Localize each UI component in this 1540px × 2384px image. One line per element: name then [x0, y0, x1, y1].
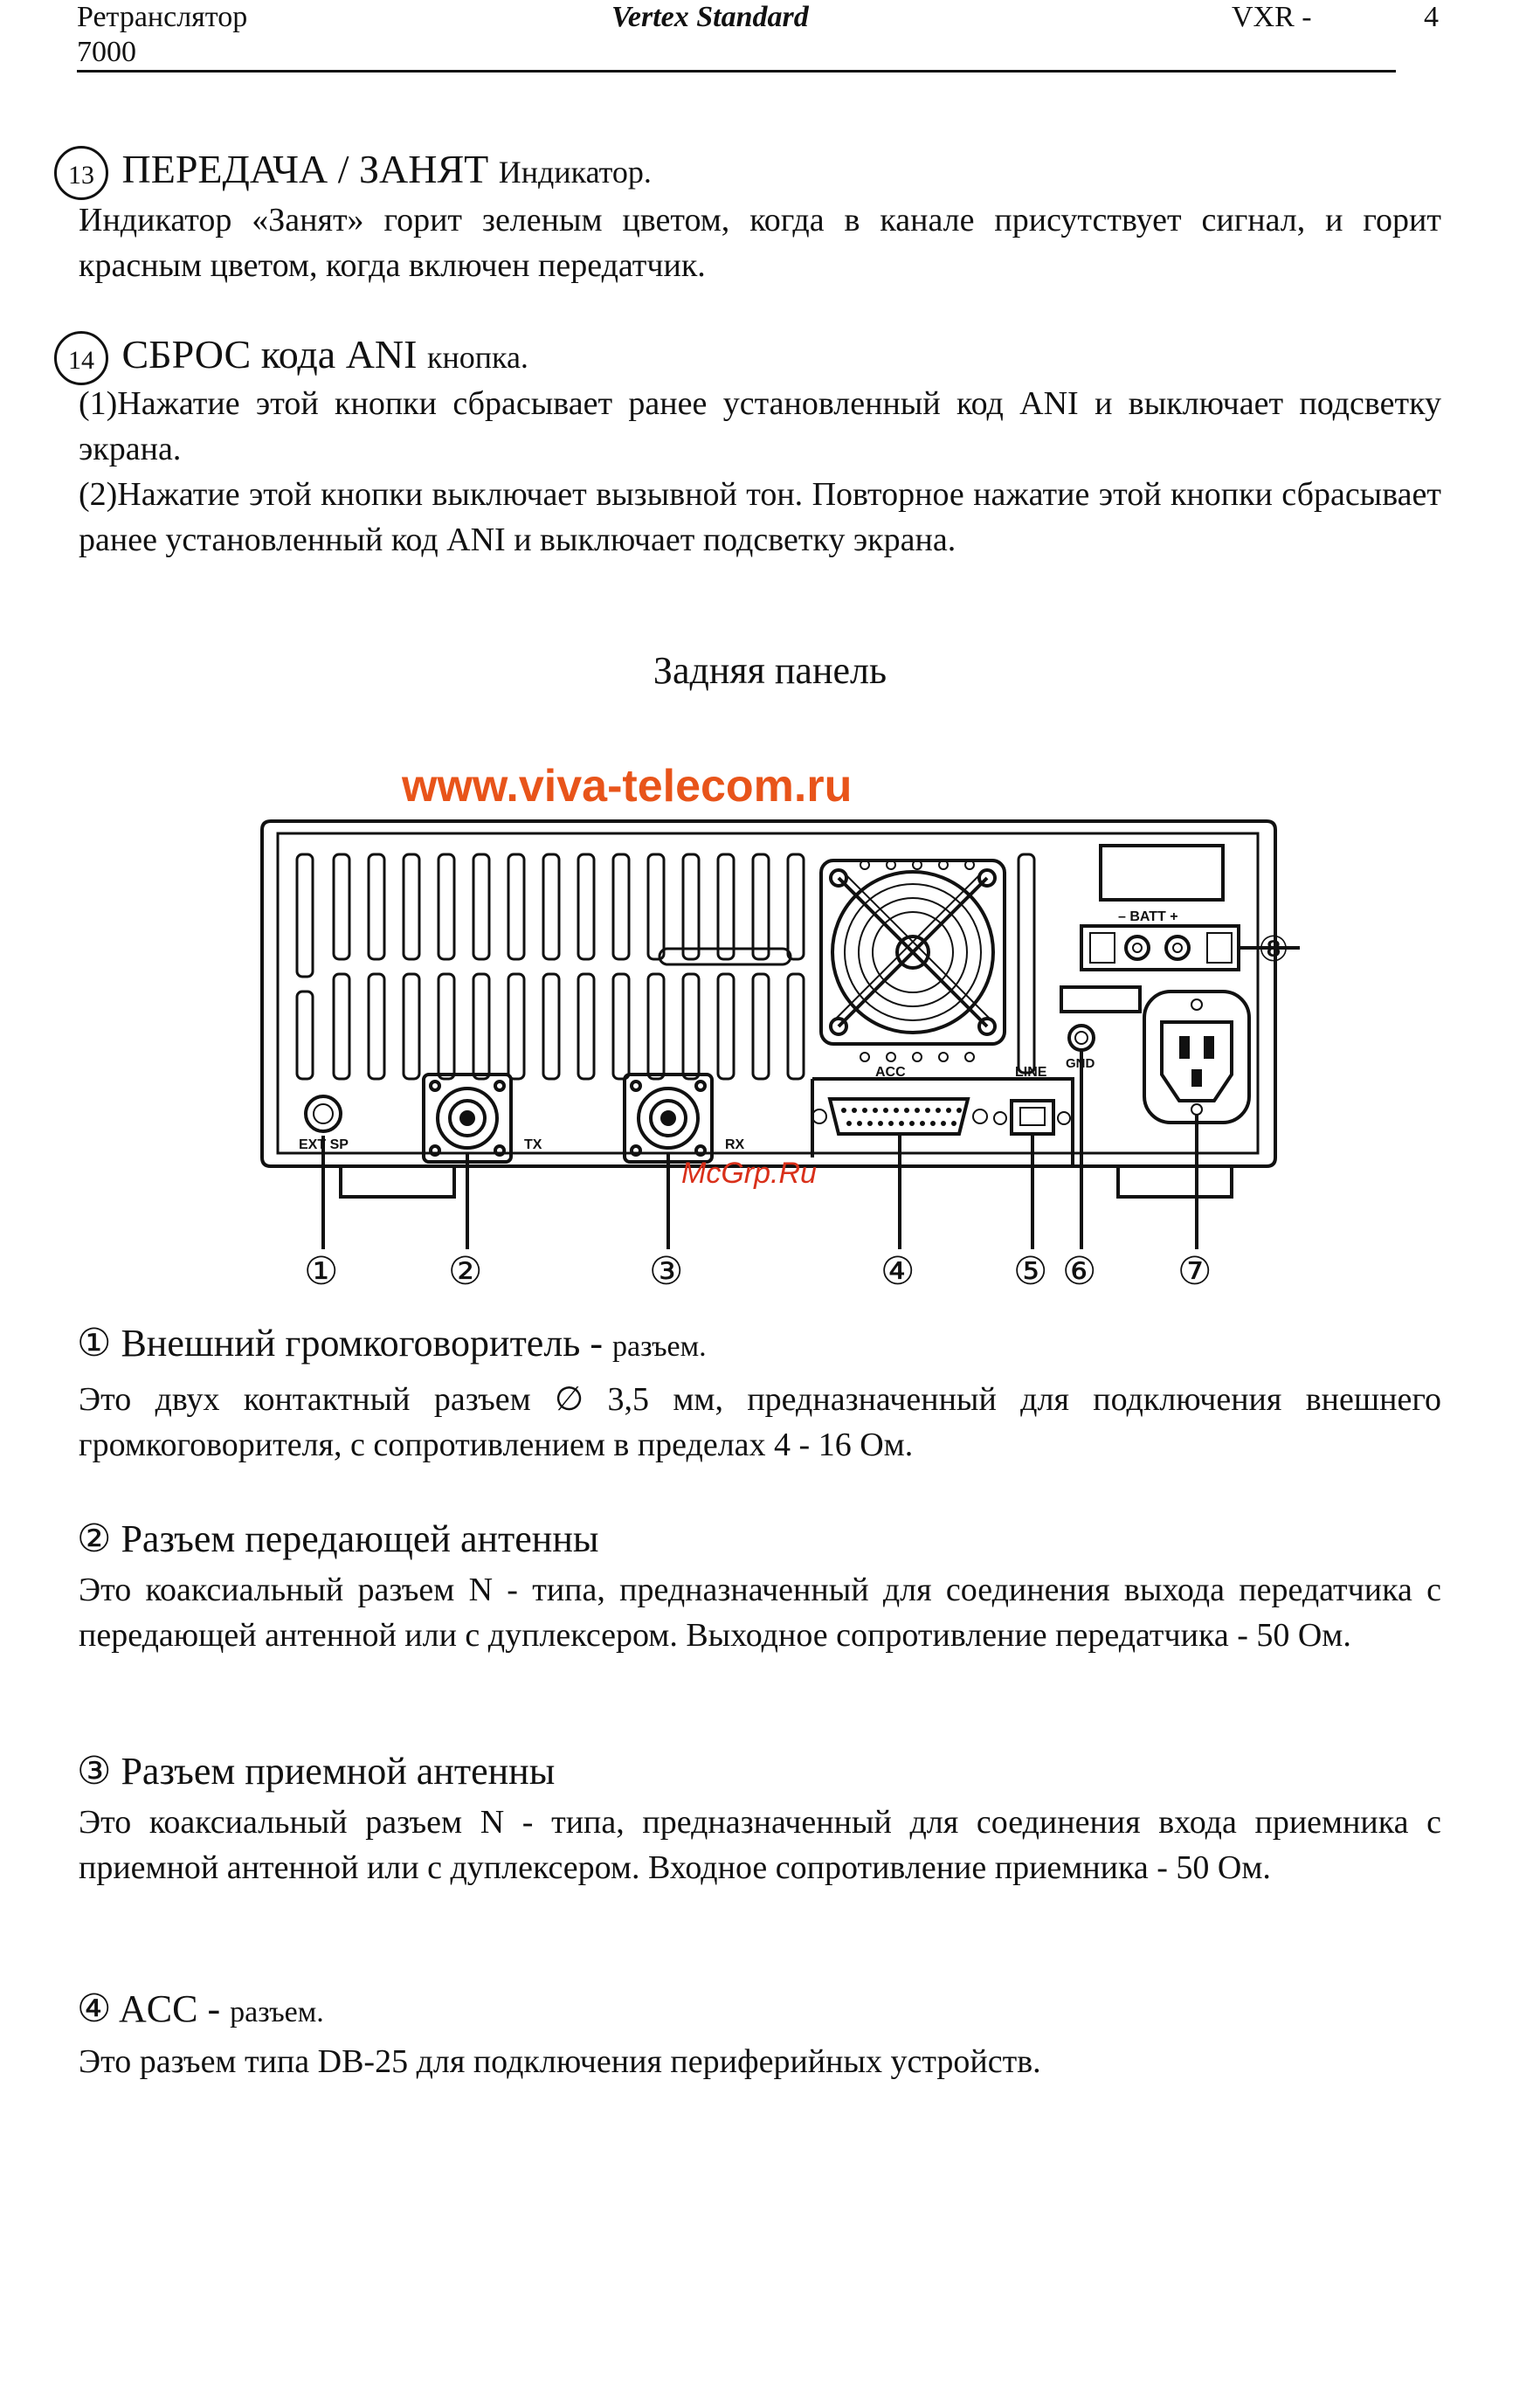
item-4-marker: ④ — [77, 1987, 112, 2030]
callout-1: ① — [304, 1249, 339, 1294]
item-1-subtitle: разъем. — [612, 1330, 707, 1363]
item-4-text — [79, 2039, 1441, 2084]
item-1-marker: ① — [77, 1322, 112, 1365]
callout-5: ⑤ — [1013, 1249, 1048, 1294]
item-3-heading — [77, 1749, 555, 1794]
header-brand: Vertex Standard — [611, 1, 809, 33]
callout-8: ⑧ — [1258, 929, 1289, 970]
section-13-text — [79, 197, 1441, 288]
tx-label: TX — [524, 1137, 542, 1152]
header-rule — [77, 70, 1396, 73]
callout-6: ⑥ — [1062, 1249, 1097, 1294]
watermark-viva-telecom: www.viva-telecom.ru — [402, 761, 853, 812]
item-2-title: Разъем передающей антенны — [121, 1517, 599, 1560]
item-2-heading — [77, 1517, 598, 1562]
item-3-title: Разъем приемной антенны — [121, 1750, 556, 1793]
item-3-paragraph: Это коаксиальный разъем N - типа, предназначенный для соединения входа приемника с приемной антенной или с дуплексером. Входное сопротивление приемника - 50 Ом. — [79, 1804, 1441, 1886]
acc-label: ACC — [875, 1065, 906, 1080]
item-4-paragraph: Это разъем типа DB-25 для подключения периферийных устройств. — [79, 2043, 1041, 2080]
item-3-marker: ③ — [77, 1750, 112, 1793]
batt-label: – BATT + — [1118, 909, 1178, 924]
gnd-label: GND — [1066, 1056, 1095, 1071]
item-2-text — [79, 1567, 1441, 1658]
page-number: 4 — [1424, 1, 1439, 33]
section-14-number: 14 — [54, 331, 108, 385]
callout-2: ② — [448, 1249, 483, 1294]
item-1-title: Внешний громкоговоритель - — [121, 1322, 603, 1365]
header-title: Ретранслятор — [77, 1, 248, 33]
section-13-heading — [54, 145, 652, 200]
section-14-paragraph-2: (2)Нажатие этой кнопки выключает вызывной тон. Повторное нажатие этой кнопки сбрасывает ранее установленный код ANI и выключает подсветку экрана. — [79, 476, 1441, 558]
line-label: LINE — [1015, 1065, 1047, 1080]
section-14-subtitle: кнопка. — [426, 340, 528, 375]
watermark-mcgrp: McGrp.Ru — [681, 1157, 817, 1190]
item-4-heading — [77, 1987, 324, 2035]
item-2-paragraph: Это коаксиальный разъем N - типа, предназначенный для соединения выхода передатчика с передающей антенной или с дуплексером. Выходное сопротивление передатчика - 50 Ом. — [79, 1572, 1441, 1654]
callout-7: ⑦ — [1177, 1249, 1212, 1294]
section-14-heading — [54, 330, 528, 385]
rear-panel-diagram — [253, 812, 1302, 1302]
callout-3: ③ — [649, 1249, 684, 1294]
section-14-paragraph-1: (1)Нажатие этой кнопки сбрасывает ранее установленный код ANI и выключает подсветку экрана. — [79, 385, 1441, 467]
item-4-subtitle: разъем. — [230, 1996, 324, 2028]
header-model: VXR - — [1232, 1, 1312, 33]
ext-sp-label: EXT SP — [299, 1137, 349, 1152]
item-4-title: ACC - — [119, 1987, 221, 2030]
item-1-text — [79, 1377, 1441, 1468]
item-2-marker: ② — [77, 1517, 112, 1560]
section-14-text — [79, 381, 1441, 563]
section-13-paragraph: Индикатор «Занят» горит зеленым цветом, когда в канале присутствует сигнал, и горит красным цветом, когда включен передатчик. — [79, 202, 1441, 284]
header-left — [77, 0, 247, 70]
header-model-number: 7000 — [77, 36, 136, 68]
section-13-number: 13 — [54, 146, 108, 200]
section-13-title: ПЕРЕДАЧА / ЗАНЯТ — [121, 147, 489, 191]
callout-4: ④ — [880, 1249, 915, 1294]
section-14-title: СБРОС кода ANI — [121, 332, 418, 377]
item-1-heading — [77, 1321, 707, 1370]
section-13-subtitle: Индикатор. — [498, 155, 652, 190]
rear-panel-title: Задняя панель — [653, 649, 887, 692]
rx-label: RX — [725, 1137, 745, 1152]
item-3-text — [79, 1800, 1441, 1890]
item-1-paragraph: Это двух контактный разъем ∅ 3,5 мм, предназначенный для подключения внешнего громкоговорителя, с сопротивлением в пределах 4 - 16 Ом. — [79, 1381, 1441, 1463]
